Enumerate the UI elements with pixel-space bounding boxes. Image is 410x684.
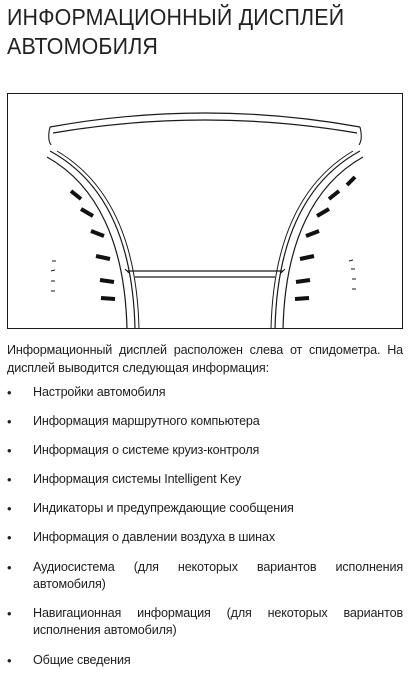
list-item-text: Информация системы Intelligent Key — [33, 472, 242, 486]
bullet-icon: • — [7, 414, 12, 429]
bullet-icon: • — [7, 443, 12, 458]
bullet-icon: • — [7, 606, 12, 621]
page-title — [7, 3, 370, 61]
list-item-text: Общие сведения — [33, 653, 131, 667]
page-title-line-2: АВТОМОБИЛЯ — [7, 33, 159, 59]
bullet-icon: • — [7, 472, 12, 487]
bullet-icon: • — [7, 385, 12, 400]
figure-frame — [8, 94, 403, 329]
instrument-cluster-diagram-icon — [7, 93, 403, 329]
right-tick-6 — [296, 280, 310, 282]
list-item-text: Информация маршрутного компьютера — [33, 414, 260, 428]
bullet-icon: • — [7, 501, 12, 516]
list-item-text: Аудиосистема (для некоторых вариантов исполнения автомобиля) — [33, 560, 403, 591]
page-title-line-1: ИНФОРМАЦИОННЫЙ ДИСПЛЕЙ — [7, 4, 345, 30]
bullet-icon: • — [7, 530, 12, 545]
right-tick-7 — [295, 298, 309, 299]
list-item-text: Навигационная информация (для некоторых вариантов исполнения автомобиля) — [33, 606, 403, 637]
list-item-text: Индикаторы и предупреждающие сообщения — [33, 501, 294, 515]
left-tick-5 — [100, 280, 114, 282]
bullet-icon: • — [7, 653, 12, 668]
list-item-text: Информация о давлении воздуха в шинах — [33, 530, 275, 544]
intro-paragraph: Информационный дисплей расположен слева от спидометра. На дисплей выводится следующая информация: — [7, 343, 403, 375]
list-item-text: Настройки автомобиля — [33, 385, 166, 399]
instrument-cluster-figure — [7, 93, 403, 329]
bullet-icon: • — [7, 560, 12, 575]
list-item-text: Информация о системе круиз-контроля — [33, 443, 260, 457]
left-tick-6 — [101, 298, 115, 299]
